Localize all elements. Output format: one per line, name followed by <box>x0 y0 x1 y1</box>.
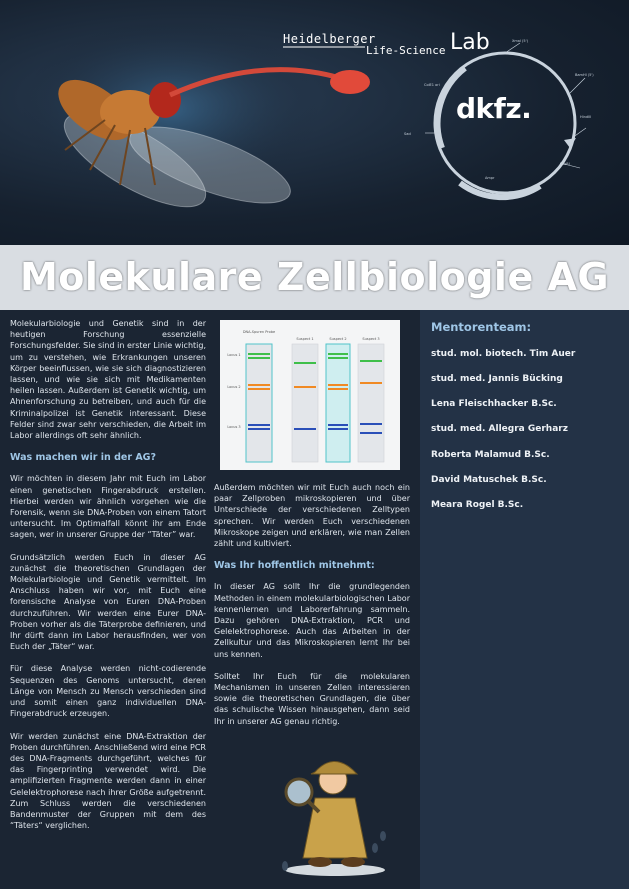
mentor-name: stud. med. Allegra Gerharz <box>431 424 568 434</box>
mentor-name: Meara Rogel B.Sc. <box>431 500 524 510</box>
logo-lab: Lab <box>450 30 490 55</box>
logo-life-science: Life-Science <box>366 44 446 57</box>
gel-electrophoresis-figure <box>220 320 400 470</box>
mentor-name: David Matuschek B.Sc. <box>431 475 547 485</box>
gel-diagram <box>220 320 400 470</box>
lane-label: DNA-Spuren Probe <box>242 330 276 334</box>
middle-column <box>214 482 410 738</box>
page-title: Molekulare Zellbiologie AG <box>19 255 610 299</box>
lane-label: Suspect 1 <box>296 337 314 341</box>
paragraph: Wir werden zunächst eine DNA-Extraktion der Proben durchführen. Anschließend wird eine PCR des DNA-Fragments durchgeführt, welches für das Fingerprinting verwendet wird. Die amplifizierten Fragmente werden dann in einer Gelelektrophorese nach ihrer Größe aufgetrennt. Zum Schluss werden die verschiedenen Bandenmuster der Gruppen mit dem des “Täters“ verglichen. <box>10 731 206 831</box>
lane-label: Suspect 3 <box>362 337 380 341</box>
dkfz-logo: dkfz. <box>456 92 532 125</box>
intro-paragraph: Molekularbiologie und Genetik sind in der heutigen Forschung essenzielle Forschungsfelder. Sie sind in erster Linie wichtig, um zu verstehen, wie Erkrankungen unseren Körper beeinflussen, wie sie sich diagnostizieren lassen, und wie sie sich mit Medikamenten heilen lassen. Außerdem ist Genetik wichtig, um Ahnenforschung zu betreiben, und auch für die Kriminalpolizei ist Genetik interessant. Diese Felder sind zwar sehr verschieden, die Arbeit im Labor allerdings oft sehr ähnlich. <box>10 319 206 441</box>
plasmid-label: SacI <box>404 132 412 136</box>
lane-label: Suspect 2 <box>329 337 347 341</box>
detective-illustration <box>275 748 395 878</box>
paragraph: Außerdem möchten wir mit Euch auch noch ein paar Zellproben mikroskopieren und über Unterschiede der verschiedenen Zelltypen sprechen. Wir werden Euch verschiedenen Mikroskope zeigen und erklären, wie man Zellen zählt und kultiviert. <box>214 483 410 549</box>
mentor-panel <box>420 310 629 889</box>
left-column <box>10 318 206 842</box>
header-banner <box>0 0 629 245</box>
magnifying-glass-icon <box>286 779 312 805</box>
plasmid-label: Ampr <box>485 176 495 180</box>
marker-label: Locus 3 <box>227 425 241 429</box>
mentor-name: stud. med. Jannis Bücking <box>431 374 563 384</box>
plasmid-label: EcoRI <box>560 162 570 166</box>
plasmid-label: Xmal (5') <box>512 39 528 43</box>
mentor-name: stud. mol. biotech. Tim Auer <box>431 349 576 359</box>
marker-label: Locus 2 <box>227 385 241 389</box>
section-heading: Was Ihr hoffentlich mitnehmt: <box>214 560 375 572</box>
section-heading: Was machen wir in der AG? <box>10 452 156 464</box>
paragraph: Wir möchten in diesem Jahr mit Euch im Labor einen genetischen Fingerabdruck erstellen. Hierbei werden wir ähnlich vorgehen wie die Forensik, wenn sie DNA-Proben von einem Tatort untersucht. Im Optimalfall könnt ihr am Ende sagen, wer in unserer Gruppe der “Täter” war. <box>10 474 206 540</box>
fly-eye <box>149 82 181 118</box>
paragraph: In dieser AG sollt Ihr die grundlegenden Methoden in einem molekularbiologischen Labor kennenlernen und Laborerfahrung sammeln. Dazu gehören DNA-Extraktion, PCR und Gelelektrophorese. Auch das Arbeiten in der Zellkultur und das Mikroskopieren lernt Ihr bei uns kennen. <box>214 582 410 659</box>
mentor-team-heading: Mentorenteam: <box>431 320 532 334</box>
paragraph: Solltet Ihr Euch für die molekularen Mechanismen in unseren Zellen interessieren sowie die theoretischen Grundlagen, die über das schulische Wissen hinausgehen, dann seid Ihr in unserer AG genau richtig. <box>214 671 410 726</box>
paragraph: Grundsätzlich werden Euch in dieser AG zunächst die theoretischen Grundlagen der Molekularbiologie und Genetik vermittelt. Im Anschluss haben wir vor, mit Euch eine forensische Analyse von Euren DNA-Proben durchzuführen. Wir werden eine Eurer DNA-Proben vorher als die Täterprobe definieren, und Ihr dürft dann im Labor herausfinden, wer von Euch der „Täter“ war. <box>10 552 206 652</box>
logo-heidelberger: Heidelberger <box>283 32 376 46</box>
plasmid-label: ColE1 ori <box>424 83 440 87</box>
marker-label: Locus 1 <box>227 353 241 357</box>
mentor-name: Lena Fleischhacker B.Sc. <box>431 399 557 409</box>
plasmid-label: HindIII <box>580 115 592 119</box>
paragraph: Für diese Analyse werden nicht-codierende Sequenzen des Genoms untersucht, deren Länge von Mensch zu Mensch verschieden sind und somit einen ganz individuellen DNA-Fingerabdruck erzeugen. <box>10 664 206 719</box>
mentor-name: Roberta Malamud B.Sc. <box>431 450 550 460</box>
plasmid-label: BamHI (5') <box>575 73 594 77</box>
